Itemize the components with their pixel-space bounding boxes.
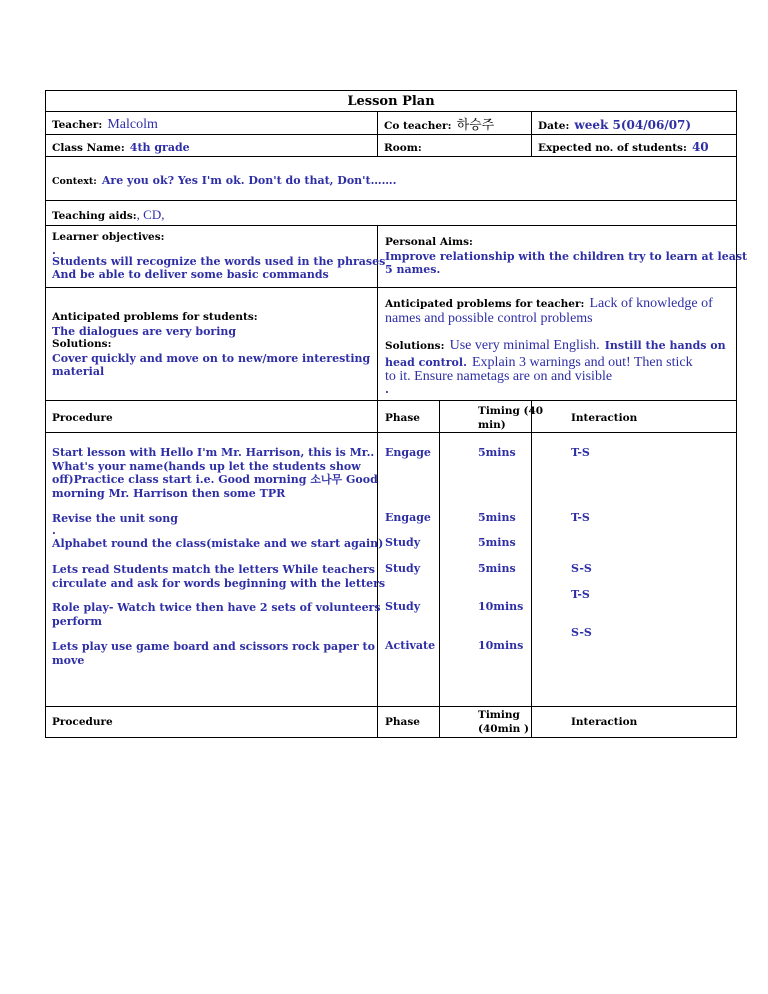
anticipated-teacher-solution-big-1: Use very minimal English. — [449, 338, 600, 353]
anticipated-teacher-solution-small-1: Instill the hands on — [604, 339, 726, 352]
interaction-5: S-S — [571, 626, 592, 639]
procedure-item-6-line-2: move — [52, 653, 85, 667]
teacher-cell — [46, 112, 378, 135]
phase-3: Study — [385, 536, 421, 549]
timing-5: 10mins — [478, 600, 524, 613]
interaction-3: S-S — [571, 562, 592, 575]
footer-timing-label — [478, 709, 529, 736]
timing-6: 10mins — [478, 639, 524, 652]
phase-5: Study — [385, 600, 421, 613]
procedure-item-4-line-2: circulate and ask for words beginning with the letters — [52, 576, 386, 590]
personal-aims — [385, 236, 747, 277]
learner-objectives — [52, 231, 385, 282]
procedure-header-label: Procedure — [52, 412, 113, 424]
learner-objectives-line-2: And be able to deliver some basic commands — [52, 268, 329, 281]
interaction-body — [532, 433, 737, 707]
anticipated-teacher-solution-small-2: head control. — [385, 355, 467, 369]
personal-aims-label: Personal Aims: — [385, 236, 473, 248]
teaching-aids-label: Teaching aids: — [52, 209, 137, 222]
room-cell — [378, 135, 532, 157]
learner-objectives-label: Learner objectives: — [52, 231, 165, 243]
date-value: week 5(04/06/07) — [574, 117, 692, 132]
procedure-item-6-line-1: Lets play use game board and scissors rock paper to — [52, 640, 375, 653]
footer-procedure-label: Procedure — [52, 716, 113, 728]
procedure-item-1-line-1: Start lesson with Hello I'm Mr. Harrison, this is Mr.. — [52, 446, 375, 459]
timing-4: 5mins — [478, 562, 516, 575]
phase-2: Engage — [385, 511, 431, 524]
procedure-item-5-line-1: Role play- Watch twice then have 2 sets of volunteers — [52, 601, 381, 614]
co-teacher-cell — [378, 112, 532, 135]
teacher-value: Malcolm — [107, 117, 158, 132]
context-value: Are you ok? Yes I'm ok. Don't do that, Don't……. — [101, 174, 397, 187]
personal-aims-line-1: Improve relationship with the children try to learn at least — [385, 249, 748, 263]
anticipated-teacher-problem-1: Lack of knowledge of — [589, 296, 713, 311]
class-name-label: Class Name: — [52, 142, 125, 154]
anticipated-students-label: Anticipated problems for students: — [52, 311, 258, 323]
anticipated-teacher-label: Anticipated problems for teacher: — [385, 298, 585, 310]
anticipated-students-solution-1: Cover quickly and move on to new/more interesting — [52, 351, 371, 365]
learner-objectives-bullet: . — [52, 243, 56, 257]
anticipated-students-problem: The dialogues are very boring — [52, 324, 237, 338]
timing-header-line-2: min) — [478, 418, 506, 431]
procedure-item-6 — [52, 640, 375, 667]
learner-objectives-line-1: Students will recognize the words used in the phrases — [52, 254, 386, 268]
personal-aims-line-2: 5 names. — [385, 263, 441, 276]
context-cell — [46, 157, 737, 201]
room-label: Room: — [384, 142, 422, 154]
timing-header-line-1: Timing (40 — [478, 405, 544, 417]
teacher-label: Teacher: — [52, 119, 103, 131]
anticipated-teacher-solutions-label: Solutions: — [385, 340, 445, 352]
co-teacher-value: 하승주 — [456, 117, 495, 133]
procedure-item-1-line-4: morning Mr. Harrison then some TPR — [52, 486, 286, 500]
procedure-item-3 — [52, 537, 383, 551]
procedure-item-2-line-1: Revise the unit song — [52, 512, 178, 525]
phase-header-label: Phase — [385, 412, 420, 424]
expected-students-cell — [532, 135, 737, 157]
procedure-item-2-line-2: . — [52, 523, 56, 537]
co-teacher-label: Co teacher: — [384, 119, 452, 132]
teaching-aids-cell — [46, 201, 737, 226]
procedure-item-3-line-1: Alphabet round the class(mistake and we start again) — [52, 537, 384, 550]
anticipated-teacher-solution-big-3: to it. Ensure nametags are on and visible — [385, 369, 613, 384]
class-name-cell — [46, 135, 378, 157]
phase-4: Study — [385, 562, 421, 575]
interaction-4: T-S — [571, 588, 590, 601]
procedure-item-1-line-3: off)Practice class start i.e. Good morning 소나무 Good — [52, 473, 378, 486]
timing-3: 5mins — [478, 536, 516, 549]
footer-timing-line-2: (40min ) — [478, 722, 529, 735]
interaction-1: T-S — [571, 446, 590, 459]
procedure-item-5-line-2: perform — [52, 614, 102, 628]
interaction-2: T-S — [571, 511, 590, 524]
anticipated-students-solution-2: material — [52, 365, 105, 378]
expected-students-label: Expected no. of students: — [538, 142, 687, 154]
timing-header-label — [478, 405, 543, 432]
page-title: Lesson Plan — [46, 91, 737, 112]
footer-phase-label: Phase — [385, 716, 420, 728]
context-label: Context: — [52, 176, 97, 187]
date-label: Date: — [538, 119, 570, 132]
anticipated-teacher — [385, 295, 726, 394]
procedure-item-4 — [52, 563, 385, 590]
footer-interaction-label: Interaction — [571, 716, 638, 728]
anticipated-students-solutions-label: Solutions: — [52, 338, 112, 350]
phase-6: Activate — [385, 639, 436, 652]
expected-students-value: 40 — [691, 140, 709, 154]
procedure-item-5 — [52, 601, 381, 628]
phase-1: Engage — [385, 446, 431, 459]
timing-1: 5mins — [478, 446, 516, 459]
interaction-header-label: Interaction — [571, 412, 638, 424]
procedure-item-2 — [52, 512, 178, 535]
procedure-item-1 — [52, 446, 378, 500]
procedure-item-4-line-1: Lets read Students match the letters While teachers — [52, 563, 375, 576]
class-name-value: 4th grade — [129, 141, 190, 154]
anticipated-teacher-bullet: . — [385, 382, 389, 396]
anticipated-students — [52, 311, 370, 379]
footer-timing-line-1: Timing — [478, 709, 520, 721]
anticipated-teacher-solution-big-2: Explain 3 warnings and out! Then stick — [472, 354, 693, 370]
date-cell — [532, 112, 737, 135]
teaching-aids-value: , CD, — [136, 206, 165, 222]
procedure-item-1-line-2: What's your name(hands up let the students show — [52, 459, 361, 473]
timing-2: 5mins — [478, 511, 516, 524]
anticipated-teacher-problem-2: names and possible control problems — [385, 310, 593, 326]
